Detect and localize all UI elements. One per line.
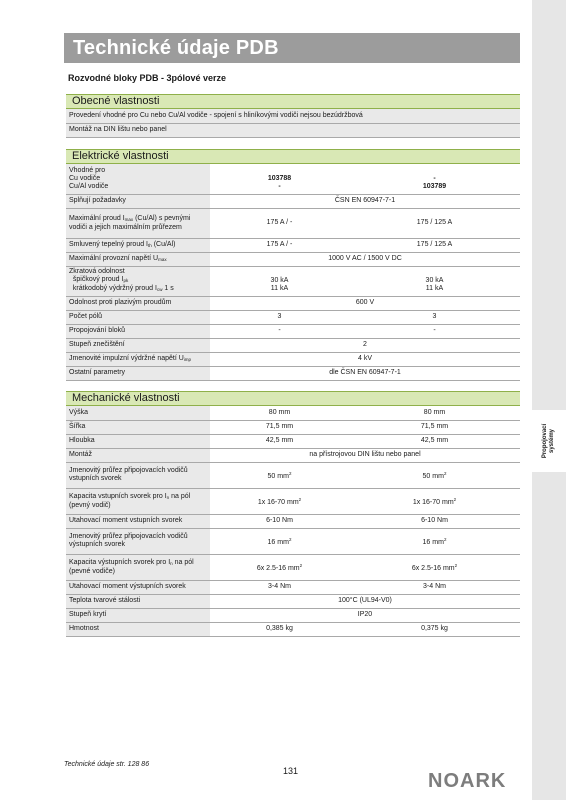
- row-label: Propojování bloků: [66, 324, 210, 338]
- row-label: Maximální proud $I_{max}$ (Cu/Al) s pevnými vodiči a jejich maximálním průřezem: [66, 208, 210, 238]
- cell-b: 6x 2.5-16 $mm^2$: [349, 554, 520, 580]
- cell-merged: 100°C (UL94-V0): [210, 594, 520, 608]
- row-label: Montáž: [66, 448, 210, 462]
- row-label: Odolnost proti plazivým proudům: [66, 296, 210, 310]
- table-row: [66, 608, 520, 622]
- row-label: Utahovací moment výstupních svorek: [66, 580, 210, 594]
- cell-b: - 103789: [349, 164, 520, 194]
- general-table: [66, 109, 520, 138]
- table-row: [66, 266, 520, 296]
- mechanical-table: [66, 406, 520, 637]
- row-label: Kapacita výstupních svorek pro $I_n$ na pól (pevné vodiče): [66, 554, 210, 580]
- cell-merged: 1000 V AC / 1500 V DC: [210, 252, 520, 266]
- row-label: Maximální provozní napětí $U_{max}$: [66, 252, 210, 266]
- cell-merged: 2: [210, 338, 520, 352]
- table-row: [66, 252, 520, 266]
- cell-b: 0,375 kg: [349, 622, 520, 636]
- cell-b: 3: [349, 310, 520, 324]
- table-row: [66, 406, 520, 420]
- cell-a: 3: [210, 310, 349, 324]
- table-row: [66, 208, 520, 238]
- cell-merged: IP20: [210, 608, 520, 622]
- cell-a: 175 A / -: [210, 208, 349, 238]
- table-row: [66, 448, 520, 462]
- cell-merged: 600 V: [210, 296, 520, 310]
- table-row: [66, 238, 520, 252]
- table-row: [66, 594, 520, 608]
- general-heading: Obecné vlastnosti: [66, 94, 520, 109]
- table-row: [66, 420, 520, 434]
- table-row: [66, 310, 520, 324]
- page-subtitle: Rozvodné bloky PDB - 3pólové verze: [68, 73, 227, 83]
- table-row: [66, 109, 520, 123]
- row-label: Jmenovitý průřez připojovacích vodičů výstupních svorek: [66, 528, 210, 554]
- cell-a: 6x 2.5-16 $mm^2$: [210, 554, 349, 580]
- row-label: Počet pólů: [66, 310, 210, 324]
- table-row: [66, 434, 520, 448]
- cell-b: 80 mm: [349, 406, 520, 420]
- table-row: [66, 164, 520, 194]
- cell-a: 0,385 kg: [210, 622, 349, 636]
- row-label: Vhodné pro Cu vodiče Cu/Al vodiče: [66, 164, 210, 194]
- side-strip: [532, 0, 566, 800]
- table-row: [66, 324, 520, 338]
- electrical-section: [66, 149, 520, 381]
- footer-reference: Technické údaje str. 128 86: [64, 761, 150, 768]
- cell-a: 71,5 mm: [210, 420, 349, 434]
- table-row: [66, 554, 520, 580]
- table-row: [66, 514, 520, 528]
- noark-logo: NOARK: [428, 770, 507, 792]
- table-row: [66, 622, 520, 636]
- cell-a: 175 A / -: [210, 238, 349, 252]
- row-label: Kapacita vstupních svorek pro $I_n$ na pól (pevný vodič): [66, 488, 210, 514]
- cell-b: 42,5 mm: [349, 434, 520, 448]
- table-row: [66, 338, 520, 352]
- side-tab-label: Propojovací systémy: [542, 423, 555, 459]
- table-row: [66, 462, 520, 488]
- page-title: Technické údaje PDB: [73, 37, 279, 59]
- mechanical-section: [66, 391, 520, 637]
- row-label: Jmenovité impulzní výdržné napětí $U_{imp}$: [66, 352, 210, 366]
- row-label: Ostatní parametry: [66, 366, 210, 380]
- mechanical-heading: Mechanické vlastnosti: [66, 391, 520, 406]
- cell-b: 175 / 125 A: [349, 208, 520, 238]
- general-section: [66, 94, 520, 138]
- cell-b: 1x 16-70 $mm^2$: [349, 488, 520, 514]
- table-row: [66, 488, 520, 514]
- row-label: Šířka: [66, 420, 210, 434]
- cell-b: -: [349, 324, 520, 338]
- table-row: [66, 352, 520, 366]
- row-label: Hloubka: [66, 434, 210, 448]
- row-label: Smluvený tepelný proud $I_{th}$ (Cu/Al): [66, 238, 210, 252]
- table-row: [66, 528, 520, 554]
- cell-a: 50 $mm^2$: [210, 462, 349, 488]
- cell-a: 1x 16-70 $mm^2$: [210, 488, 349, 514]
- table-row: [66, 296, 520, 310]
- row-label: Jmenovitý průřez připojovacích vodičů vstupních svorek: [66, 462, 210, 488]
- cell-b: 71,5 mm: [349, 420, 520, 434]
- cell-b: 6-10 Nm: [349, 514, 520, 528]
- cell-a: 103788 -: [210, 164, 349, 194]
- cell-b: 3-4 Nm: [349, 580, 520, 594]
- cell-a: 42,5 mm: [210, 434, 349, 448]
- electrical-heading: Elektrické vlastnosti: [66, 149, 520, 164]
- cell-b: 30 kA 11 kA: [349, 266, 520, 296]
- general-line-1: Provedení vhodné pro Cu nebo Cu/Al vodiče - spojení s hliníkovými vodiči nejsou bezúdržbová: [66, 109, 520, 123]
- general-line-2: Montáž na DIN lištu nebo panel: [66, 123, 520, 137]
- row-label: Teplota tvarové stálosti: [66, 594, 210, 608]
- row-label: Zkratová odolnost špičkový proud $I_{pk}$ krátkodobý výdržný proud $I_{cw}$ 1 s: [66, 266, 210, 296]
- cell-merged: dle ČSN EN 60947-7-1: [210, 366, 520, 380]
- cell-a: 80 mm: [210, 406, 349, 420]
- cell-a: 3-4 Nm: [210, 580, 349, 594]
- table-row: [66, 580, 520, 594]
- page-number: 131: [283, 766, 299, 776]
- table-row: [66, 194, 520, 208]
- table-row: [66, 366, 520, 380]
- table-row: [66, 123, 520, 137]
- cell-merged: ČSN EN 60947-7-1: [210, 194, 520, 208]
- cell-merged: na přístrojovou DIN lištu nebo panel: [210, 448, 520, 462]
- cell-a: 6-10 Nm: [210, 514, 349, 528]
- row-label: Výška: [66, 406, 210, 420]
- cell-b: 16 $mm^2$: [349, 528, 520, 554]
- row-label: Stupeň znečištění: [66, 338, 210, 352]
- cell-b: 175 / 125 A: [349, 238, 520, 252]
- row-label: Utahovací moment vstupních svorek: [66, 514, 210, 528]
- cell-a: 16 $mm^2$: [210, 528, 349, 554]
- cell-a: 30 kA 11 kA: [210, 266, 349, 296]
- cell-merged: 4 kV: [210, 352, 520, 366]
- cell-b: 50 $mm^2$: [349, 462, 520, 488]
- electrical-table: [66, 164, 520, 381]
- row-label: Hmotnost: [66, 622, 210, 636]
- row-label: Splňují požadavky: [66, 194, 210, 208]
- row-label: Stupeň krytí: [66, 608, 210, 622]
- cell-a: -: [210, 324, 349, 338]
